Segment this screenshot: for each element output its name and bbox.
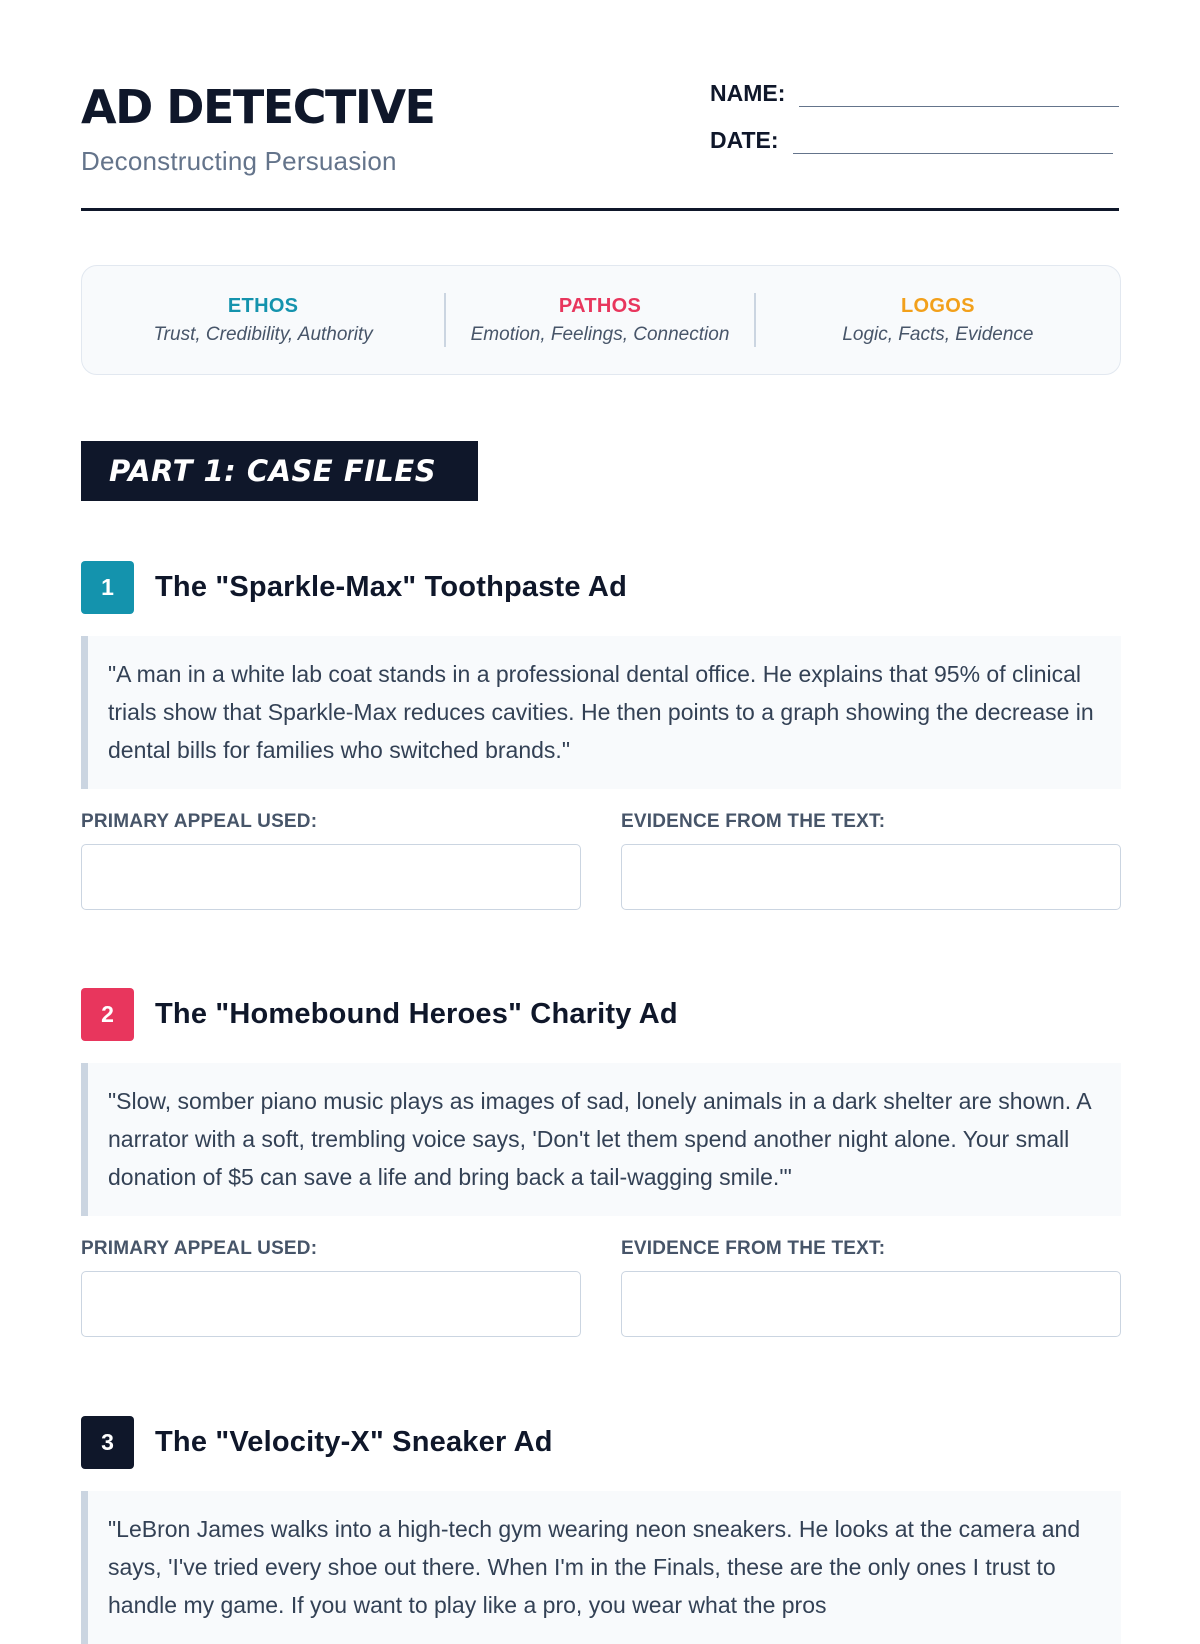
appeal-logos-name: LOGOS	[901, 294, 975, 317]
date-field	[710, 127, 1113, 154]
appeal-ethos-name: ETHOS	[227, 294, 299, 317]
case-description: "LeBron James walks into a high-tech gym wearing neon sneakers. He looks at the camera and says, 'I've tried every shoe out there. When I'm in the Finals, these are the only ones I trust to handle my game. If you want to play like a pro, you wear what the pros	[81, 1491, 1121, 1644]
date-line[interactable]	[793, 153, 1113, 154]
evidence-answer-group	[621, 1238, 1121, 1337]
name-label: NAME:	[710, 80, 786, 106]
date-label: DATE:	[710, 127, 779, 153]
appeal-ethos	[82, 294, 444, 347]
appeal-pathos-description: Emotion, Feelings, Connection	[470, 323, 730, 345]
appeal-logos-description: Logic, Facts, Evidence	[842, 323, 1034, 345]
case-title: The "Homebound Heroes" Charity Ad	[155, 998, 678, 1030]
case-description: "A man in a white lab coat stands in a professional dental office. He explains that 95% of clinical trials show that Sparkle-Max reduces cavities. He then points to a graph showing the decrease in dental bills for families who switched brands."	[81, 636, 1121, 789]
evidence-answer-label: EVIDENCE FROM THE TEXT:	[621, 1238, 886, 1259]
evidence-answer-label: EVIDENCE FROM THE TEXT:	[621, 811, 886, 832]
case-file-2	[81, 988, 1121, 1337]
appeal-pathos	[446, 294, 755, 347]
case-title: The "Velocity-X" Sneaker Ad	[155, 1426, 553, 1458]
case-description: "Slow, somber piano music plays as images of sad, lonely animals in a dark shelter are shown. A narrator with a soft, trembling voice says, 'Don't let them spend another night alone. Your small donation of $5 can save a life and bring back a tail-wagging smile.'"	[81, 1063, 1121, 1216]
evidence-answer-input[interactable]	[621, 844, 1121, 910]
case-header	[81, 988, 1121, 1041]
case-number-badge: 3	[81, 1416, 134, 1469]
name-line[interactable]	[799, 106, 1119, 107]
case-file-1	[81, 561, 1121, 910]
part-1-banner: PART 1: CASE FILES	[81, 441, 478, 501]
appeal-answer-group	[81, 811, 581, 910]
appeal-answer-input[interactable]	[81, 1271, 581, 1337]
answer-row	[81, 811, 1121, 910]
appeal-answer-input[interactable]	[81, 844, 581, 910]
worksheet-subtitle: Deconstructing Persuasion	[81, 146, 397, 176]
appeal-answer-group	[81, 1238, 581, 1337]
case-title: The "Sparkle-Max" Toothpaste Ad	[155, 571, 627, 603]
worksheet-header	[81, 0, 1119, 211]
case-number-badge: 1	[81, 561, 134, 614]
answer-row	[81, 1238, 1121, 1337]
evidence-answer-input[interactable]	[621, 1271, 1121, 1337]
name-field	[710, 80, 1119, 107]
appeal-answer-label: PRIMARY APPEAL USED:	[81, 1238, 318, 1259]
case-header	[81, 1416, 1121, 1469]
case-number-badge: 2	[81, 988, 134, 1041]
appeal-logos	[756, 294, 1120, 347]
appeal-answer-label: PRIMARY APPEAL USED:	[81, 811, 318, 832]
worksheet-title: AD DETECTIVE	[81, 80, 435, 134]
appeals-legend	[81, 265, 1121, 375]
appeal-ethos-description: Trust, Credibility, Authority	[153, 323, 373, 345]
case-file-3	[81, 1416, 1121, 1644]
evidence-answer-group	[621, 811, 1121, 910]
case-header	[81, 561, 1121, 614]
appeal-pathos-name: PATHOS	[558, 294, 642, 317]
